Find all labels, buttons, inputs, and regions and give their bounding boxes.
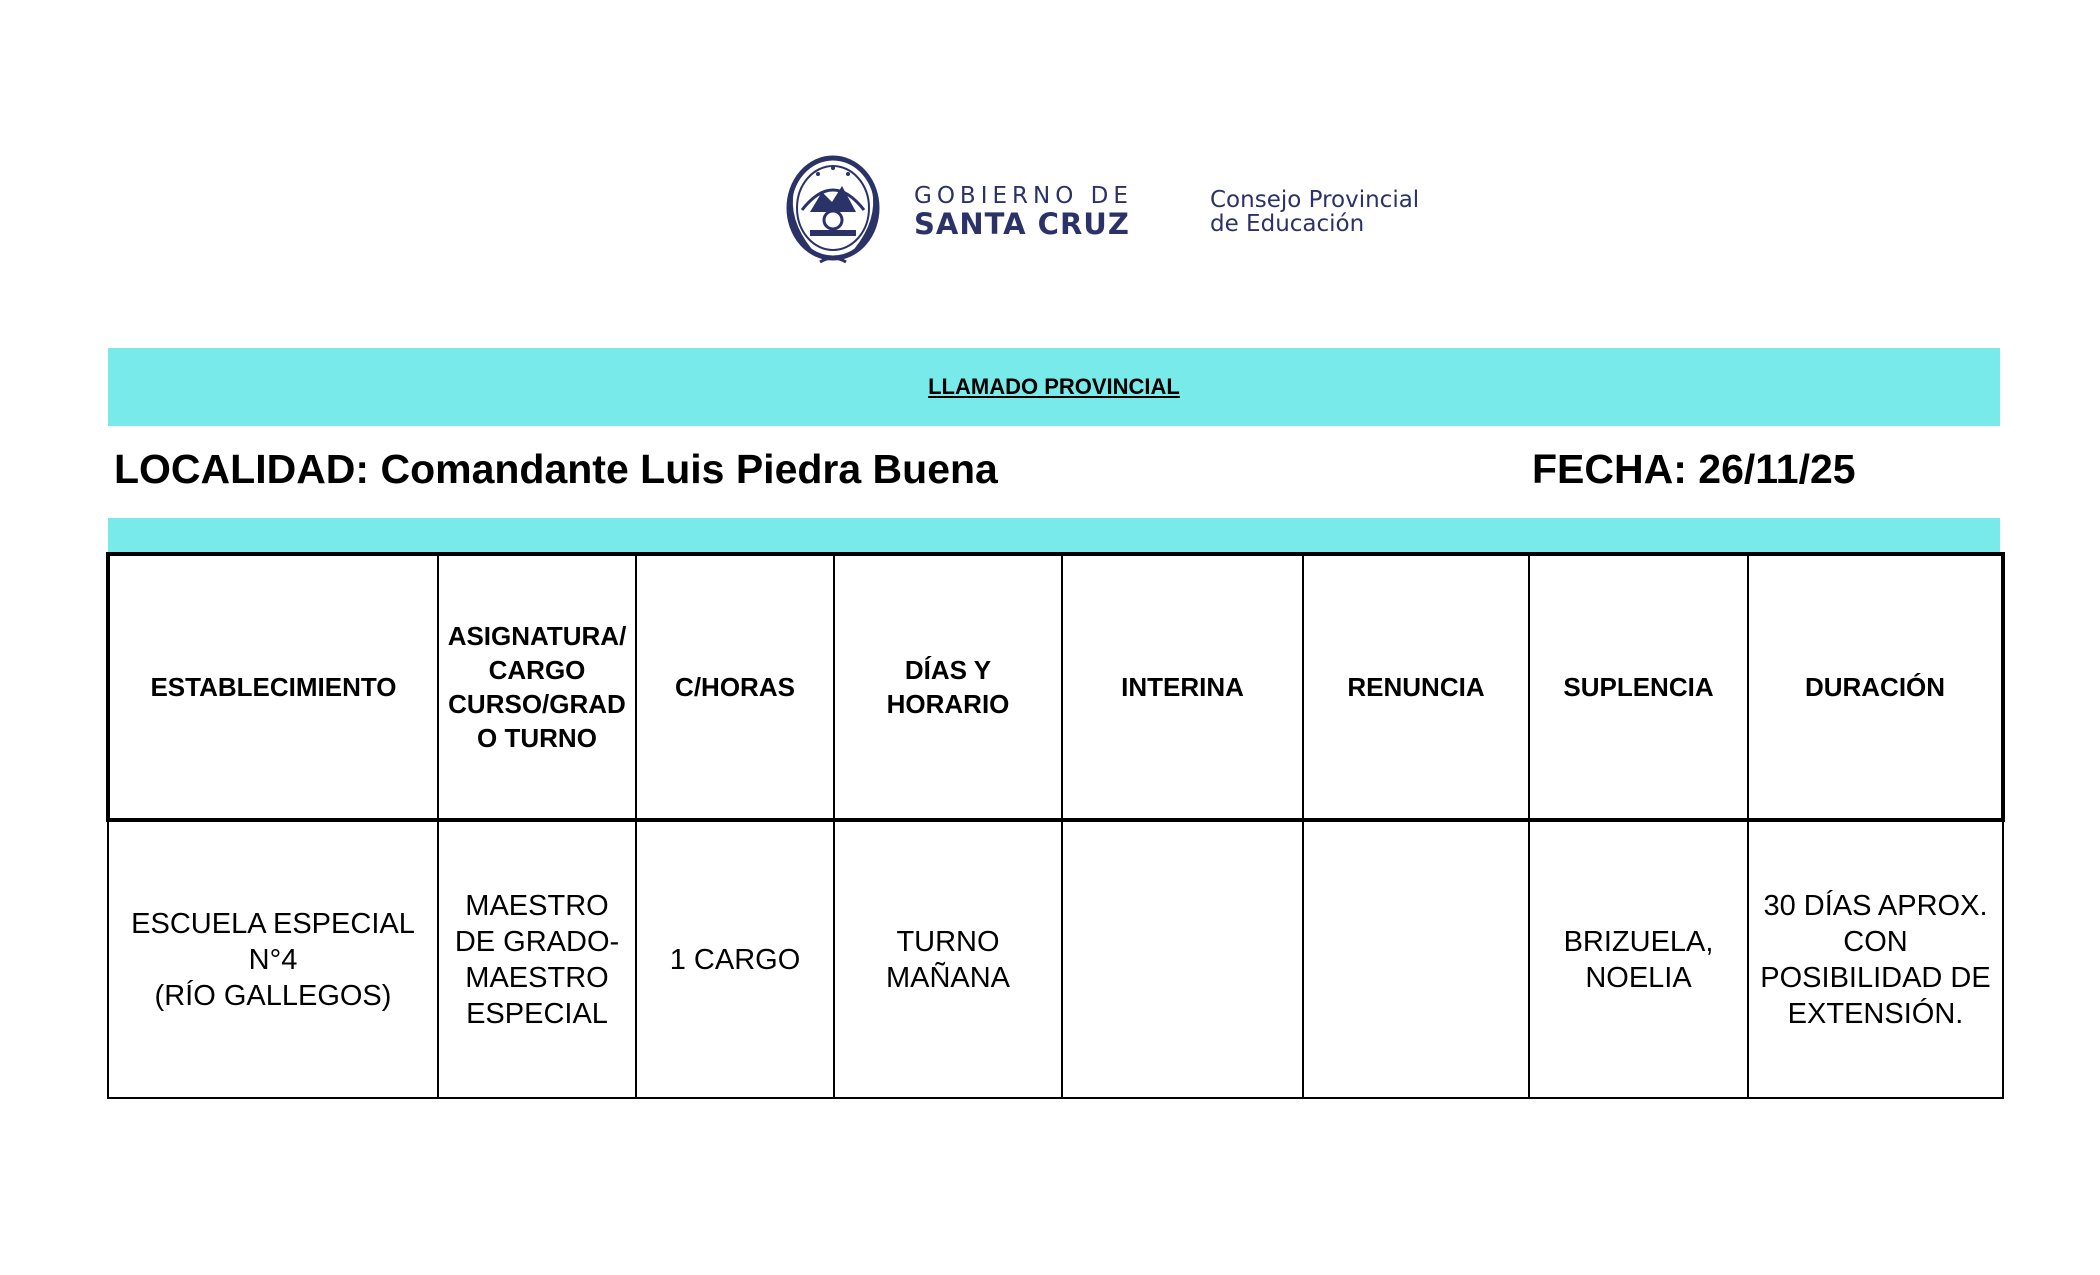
- cell-interina: [1062, 820, 1303, 1098]
- calls-table: [106, 552, 2005, 1099]
- cell-duracion: 30 DÍAS APROX. CON POSIBILIDAD DE EXTENSIÓN.: [1748, 820, 2003, 1098]
- divider-band: [108, 518, 2000, 552]
- cell-asignatura: MAESTRO DE GRADO- MAESTRO ESPECIAL: [438, 820, 636, 1098]
- header-duracion: DURACIÓN: [1748, 554, 2003, 820]
- santa-cruz-seal-icon: [780, 150, 886, 270]
- banner-title: LLAMADO PROVINCIAL: [928, 374, 1180, 399]
- cell-suplencia: BRIZUELA, NOELIA: [1529, 820, 1748, 1098]
- gov-line2: SANTA CRUZ: [914, 207, 1130, 241]
- header-row: [108, 554, 2003, 820]
- council-wordmark: [1210, 188, 1419, 236]
- header-horas: C/HORAS: [636, 554, 834, 820]
- fecha-label: FECHA: 26/11/25: [1532, 446, 1856, 492]
- header-dias: DÍAS Y HORARIO: [834, 554, 1062, 820]
- header-asignatura: ASIGNATURA/ CARGO CURSO/GRAD O TURNO: [438, 554, 636, 820]
- header-establecimiento: ESTABLECIMIENTO: [108, 554, 438, 820]
- header-interina: INTERINA: [1062, 554, 1303, 820]
- title-banner: [108, 348, 2000, 426]
- council-line1: Consejo Provincial: [1210, 187, 1420, 213]
- header-renuncia: RENUNCIA: [1303, 554, 1529, 820]
- government-wordmark: [914, 184, 1133, 240]
- table-row: [108, 820, 2003, 1098]
- cell-horas: 1 CARGO: [636, 820, 834, 1098]
- cell-renuncia: [1303, 820, 1529, 1098]
- header-suplencia: SUPLENCIA: [1529, 554, 1748, 820]
- cell-establecimiento: ESCUELA ESPECIAL N°4 (RÍO GALLEGOS): [108, 820, 438, 1098]
- header-logo: [780, 150, 1480, 270]
- gov-line1: GOBIERNO DE: [914, 183, 1133, 209]
- cell-dias: TURNO MAÑANA: [834, 820, 1062, 1098]
- localidad-label: LOCALIDAD: Comandante Luis Piedra Buena: [114, 446, 998, 492]
- council-line2: de Educación: [1210, 211, 1365, 237]
